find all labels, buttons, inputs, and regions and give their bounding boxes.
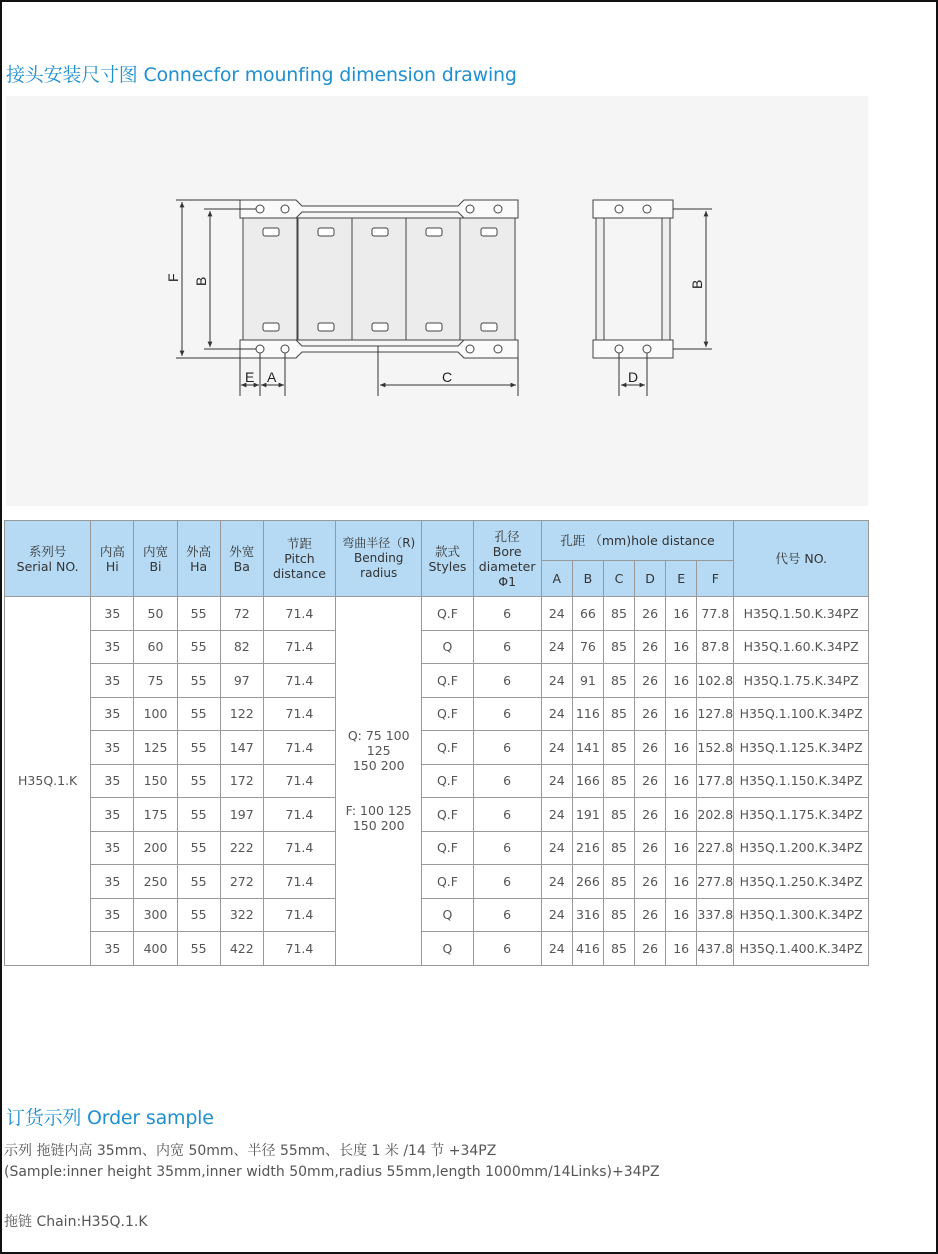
header-bi: 内宽 Bi bbox=[134, 521, 177, 597]
bore-cell: 6 bbox=[473, 597, 541, 631]
f-cell: 152.8 bbox=[697, 731, 734, 765]
hi-cell: 35 bbox=[91, 630, 134, 664]
code-cell: H35Q.1.175.K.34PZ bbox=[734, 798, 869, 832]
bi-cell: 100 bbox=[134, 697, 177, 731]
e-cell: 16 bbox=[666, 697, 697, 731]
b-cell: 166 bbox=[572, 764, 603, 798]
header-bore: 孔径 Bore diameter Φ1 bbox=[473, 521, 541, 597]
c-cell: 85 bbox=[603, 697, 634, 731]
d-cell: 26 bbox=[635, 798, 666, 832]
bi-cell: 300 bbox=[134, 898, 177, 932]
styles-cell: Q.F bbox=[422, 798, 473, 832]
header-code: 代号 NO. bbox=[734, 521, 869, 597]
f-cell: 202.8 bbox=[697, 798, 734, 832]
label-a: A bbox=[267, 369, 277, 385]
spec-table bbox=[4, 520, 869, 966]
d-cell: 26 bbox=[635, 597, 666, 631]
styles-cell: Q bbox=[422, 630, 473, 664]
e-cell: 16 bbox=[666, 831, 697, 865]
ha-cell: 55 bbox=[177, 664, 220, 698]
c-cell: 85 bbox=[603, 597, 634, 631]
hi-cell: 35 bbox=[91, 831, 134, 865]
b-cell: 116 bbox=[572, 697, 603, 731]
b-cell: 76 bbox=[572, 630, 603, 664]
ba-cell: 72 bbox=[220, 597, 263, 631]
styles-cell: Q bbox=[422, 898, 473, 932]
styles-cell: Q.F bbox=[422, 764, 473, 798]
b-cell: 91 bbox=[572, 664, 603, 698]
styles-cell: Q.F bbox=[422, 664, 473, 698]
f-cell: 87.8 bbox=[697, 630, 734, 664]
a-cell: 24 bbox=[541, 731, 572, 765]
a-cell: 24 bbox=[541, 597, 572, 631]
a-cell: 24 bbox=[541, 898, 572, 932]
label-c: C bbox=[442, 369, 453, 385]
bi-cell: 60 bbox=[134, 630, 177, 664]
bore-cell: 6 bbox=[473, 697, 541, 731]
hi-cell: 35 bbox=[91, 798, 134, 832]
a-cell: 24 bbox=[541, 630, 572, 664]
ha-cell: 55 bbox=[177, 898, 220, 932]
pitch-cell: 71.4 bbox=[263, 831, 335, 865]
hi-cell: 35 bbox=[91, 898, 134, 932]
order-sample-cn: 示列 拖链内高 35mm、内宽 50mm、半径 55mm、长度 1 米 /14 节 +34PZ bbox=[4, 1143, 497, 1159]
a-cell: 24 bbox=[541, 798, 572, 832]
bore-cell: 6 bbox=[473, 865, 541, 899]
pitch-cell: 71.4 bbox=[263, 697, 335, 731]
b-cell: 66 bbox=[572, 597, 603, 631]
dimension-drawing bbox=[6, 96, 868, 506]
bore-cell: 6 bbox=[473, 798, 541, 832]
label-b: B bbox=[193, 276, 209, 286]
table-row bbox=[5, 932, 869, 966]
header-a: A bbox=[541, 561, 572, 597]
bi-cell: 200 bbox=[134, 831, 177, 865]
c-cell: 85 bbox=[603, 831, 634, 865]
side-view bbox=[240, 200, 518, 358]
c-cell: 85 bbox=[603, 798, 634, 832]
hi-cell: 35 bbox=[91, 764, 134, 798]
code-cell: H35Q.1.50.K.34PZ bbox=[734, 597, 869, 631]
bore-cell: 6 bbox=[473, 630, 541, 664]
ha-cell: 55 bbox=[177, 597, 220, 631]
pitch-cell: 71.4 bbox=[263, 865, 335, 899]
header-b: B bbox=[572, 561, 603, 597]
styles-cell: Q.F bbox=[422, 597, 473, 631]
styles-cell: Q bbox=[422, 932, 473, 966]
table-row bbox=[5, 664, 869, 698]
drawing-heading: 接头安装尺寸图 Connecfor mounfing dimension drawing bbox=[6, 64, 517, 86]
c-cell: 85 bbox=[603, 865, 634, 899]
ba-cell: 222 bbox=[220, 831, 263, 865]
bi-cell: 150 bbox=[134, 764, 177, 798]
c-cell: 85 bbox=[603, 764, 634, 798]
code-cell: H35Q.1.100.K.34PZ bbox=[734, 697, 869, 731]
header-ba: 外宽 Ba bbox=[220, 521, 263, 597]
table-row bbox=[5, 731, 869, 765]
ba-cell: 82 bbox=[220, 630, 263, 664]
d-cell: 26 bbox=[635, 932, 666, 966]
ba-cell: 97 bbox=[220, 664, 263, 698]
pitch-cell: 71.4 bbox=[263, 798, 335, 832]
header-ha: 外高 Ha bbox=[177, 521, 220, 597]
ha-cell: 55 bbox=[177, 831, 220, 865]
d-cell: 26 bbox=[635, 697, 666, 731]
header-hi: 内高 Hi bbox=[91, 521, 134, 597]
ha-cell: 55 bbox=[177, 630, 220, 664]
b-cell: 316 bbox=[572, 898, 603, 932]
f-cell: 102.8 bbox=[697, 664, 734, 698]
bore-cell: 6 bbox=[473, 764, 541, 798]
ba-cell: 122 bbox=[220, 697, 263, 731]
header-d: D bbox=[635, 561, 666, 597]
ba-cell: 147 bbox=[220, 731, 263, 765]
bore-cell: 6 bbox=[473, 898, 541, 932]
bi-cell: 50 bbox=[134, 597, 177, 631]
e-cell: 16 bbox=[666, 798, 697, 832]
table-row bbox=[5, 630, 869, 664]
header-serial: 系列号 Serial NO. bbox=[5, 521, 91, 597]
e-cell: 16 bbox=[666, 731, 697, 765]
c-cell: 85 bbox=[603, 664, 634, 698]
b-cell: 266 bbox=[572, 865, 603, 899]
styles-cell: Q.F bbox=[422, 731, 473, 765]
d-cell: 26 bbox=[635, 731, 666, 765]
order-sample-en: (Sample:inner height 35mm,inner width 50mm,radius 55mm,length 1000mm/14Links)+34PZ bbox=[4, 1164, 660, 1180]
bore-cell: 6 bbox=[473, 932, 541, 966]
d-cell: 26 bbox=[635, 831, 666, 865]
c-cell: 85 bbox=[603, 731, 634, 765]
pitch-cell: 71.4 bbox=[263, 664, 335, 698]
pitch-cell: 71.4 bbox=[263, 731, 335, 765]
e-cell: 16 bbox=[666, 664, 697, 698]
bi-cell: 125 bbox=[134, 731, 177, 765]
serial-cell: H35Q.1.K bbox=[5, 597, 91, 966]
bi-cell: 175 bbox=[134, 798, 177, 832]
pitch-cell: 71.4 bbox=[263, 597, 335, 631]
code-cell: H35Q.1.150.K.34PZ bbox=[734, 764, 869, 798]
styles-cell: Q.F bbox=[422, 831, 473, 865]
bi-cell: 400 bbox=[134, 932, 177, 966]
a-cell: 24 bbox=[541, 932, 572, 966]
f-cell: 127.8 bbox=[697, 697, 734, 731]
d-cell: 26 bbox=[635, 630, 666, 664]
ba-cell: 272 bbox=[220, 865, 263, 899]
ba-cell: 197 bbox=[220, 798, 263, 832]
bending-radius-cell: Q: 75 100 125 150 200 F: 100 125 150 200 bbox=[336, 597, 422, 966]
table-row bbox=[5, 898, 869, 932]
d-cell: 26 bbox=[635, 898, 666, 932]
e-cell: 16 bbox=[666, 764, 697, 798]
pitch-cell: 71.4 bbox=[263, 898, 335, 932]
b-cell: 216 bbox=[572, 831, 603, 865]
ba-cell: 172 bbox=[220, 764, 263, 798]
hi-cell: 35 bbox=[91, 697, 134, 731]
table-row bbox=[5, 865, 869, 899]
hi-cell: 35 bbox=[91, 865, 134, 899]
ha-cell: 55 bbox=[177, 764, 220, 798]
f-cell: 177.8 bbox=[697, 764, 734, 798]
bore-cell: 6 bbox=[473, 664, 541, 698]
f-cell: 77.8 bbox=[697, 597, 734, 631]
dimension-drawing-svg bbox=[6, 96, 868, 506]
ha-cell: 55 bbox=[177, 932, 220, 966]
hi-cell: 35 bbox=[91, 932, 134, 966]
ba-cell: 422 bbox=[220, 932, 263, 966]
f-cell: 227.8 bbox=[697, 831, 734, 865]
bi-cell: 75 bbox=[134, 664, 177, 698]
styles-cell: Q.F bbox=[422, 865, 473, 899]
b-cell: 191 bbox=[572, 798, 603, 832]
hi-cell: 35 bbox=[91, 664, 134, 698]
header-f: F bbox=[697, 561, 734, 597]
spec-table-body bbox=[5, 597, 869, 966]
ba-cell: 322 bbox=[220, 898, 263, 932]
label-b-end: B bbox=[689, 279, 705, 289]
label-f: F bbox=[165, 273, 181, 282]
e-cell: 16 bbox=[666, 932, 697, 966]
end-view bbox=[593, 200, 673, 358]
pitch-cell: 71.4 bbox=[263, 932, 335, 966]
header-pitch: 节距 Pitch distance bbox=[263, 521, 335, 597]
a-cell: 24 bbox=[541, 764, 572, 798]
hi-cell: 35 bbox=[91, 731, 134, 765]
order-chain-code: 拖链 Chain:H35Q.1.K bbox=[4, 1214, 148, 1230]
pitch-cell: 71.4 bbox=[263, 630, 335, 664]
code-cell: H35Q.1.400.K.34PZ bbox=[734, 932, 869, 966]
c-cell: 85 bbox=[603, 630, 634, 664]
bore-cell: 6 bbox=[473, 831, 541, 865]
table-row bbox=[5, 597, 869, 631]
e-cell: 16 bbox=[666, 630, 697, 664]
header-c: C bbox=[603, 561, 634, 597]
b-cell: 416 bbox=[572, 932, 603, 966]
a-cell: 24 bbox=[541, 664, 572, 698]
table-row bbox=[5, 831, 869, 865]
label-e: E bbox=[245, 369, 255, 385]
e-cell: 16 bbox=[666, 898, 697, 932]
header-bending: 弯曲半径（R) Bending radius bbox=[336, 521, 422, 597]
b-cell: 141 bbox=[572, 731, 603, 765]
f-cell: 437.8 bbox=[697, 932, 734, 966]
e-cell: 16 bbox=[666, 597, 697, 631]
a-cell: 24 bbox=[541, 831, 572, 865]
label-d: D bbox=[628, 369, 639, 385]
d-cell: 26 bbox=[635, 664, 666, 698]
c-cell: 85 bbox=[603, 932, 634, 966]
bi-cell: 250 bbox=[134, 865, 177, 899]
a-cell: 24 bbox=[541, 865, 572, 899]
header-hole-distance: 孔距 （mm)hole distance bbox=[541, 521, 734, 561]
table-row bbox=[5, 697, 869, 731]
styles-cell: Q.F bbox=[422, 697, 473, 731]
e-cell: 16 bbox=[666, 865, 697, 899]
code-cell: H35Q.1.200.K.34PZ bbox=[734, 831, 869, 865]
ha-cell: 55 bbox=[177, 731, 220, 765]
f-cell: 337.8 bbox=[697, 898, 734, 932]
code-cell: H35Q.1.125.K.34PZ bbox=[734, 731, 869, 765]
table-row bbox=[5, 764, 869, 798]
header-styles: 款式 Styles bbox=[422, 521, 473, 597]
bore-cell: 6 bbox=[473, 731, 541, 765]
table-row bbox=[5, 798, 869, 832]
d-cell: 26 bbox=[635, 764, 666, 798]
ha-cell: 55 bbox=[177, 865, 220, 899]
code-cell: H35Q.1.250.K.34PZ bbox=[734, 865, 869, 899]
ha-cell: 55 bbox=[177, 798, 220, 832]
code-cell: H35Q.1.60.K.34PZ bbox=[734, 630, 869, 664]
f-cell: 277.8 bbox=[697, 865, 734, 899]
header-e: E bbox=[666, 561, 697, 597]
d-cell: 26 bbox=[635, 865, 666, 899]
order-heading: 订货示列 Order sample bbox=[6, 1107, 214, 1129]
ha-cell: 55 bbox=[177, 697, 220, 731]
code-cell: H35Q.1.300.K.34PZ bbox=[734, 898, 869, 932]
hi-cell: 35 bbox=[91, 597, 134, 631]
pitch-cell: 71.4 bbox=[263, 764, 335, 798]
code-cell: H35Q.1.75.K.34PZ bbox=[734, 664, 869, 698]
a-cell: 24 bbox=[541, 697, 572, 731]
c-cell: 85 bbox=[603, 898, 634, 932]
